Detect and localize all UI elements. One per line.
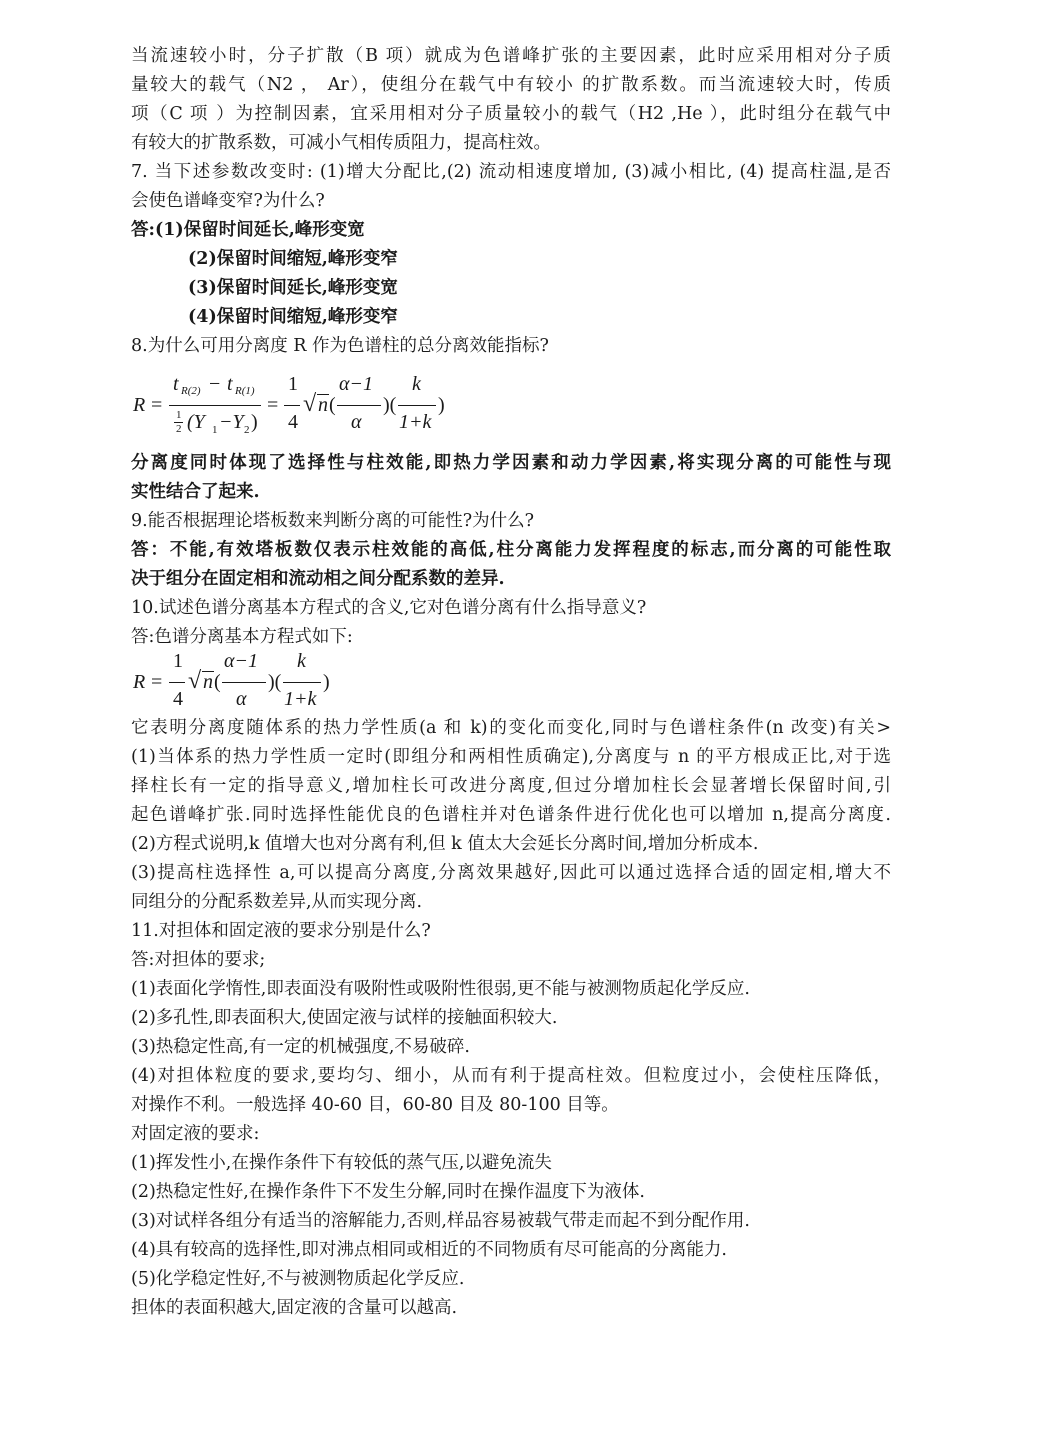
formula-lhs: R: [133, 671, 146, 693]
formula-equals: =: [267, 394, 279, 416]
question-7: 7. 当下述参数改变时: (1)增大分配比,(2) 流动相速度增加, (3)减小相比, (4) 提高柱温,是否: [131, 162, 891, 182]
k-numerator: k: [412, 373, 421, 395]
formula-equals: =: [151, 394, 163, 416]
alpha-denominator: α: [351, 411, 362, 433]
answer-9-cont: 决于组分在固定相和流动相之间分配系数的差异.: [131, 569, 505, 589]
fraction-bar: [398, 405, 436, 406]
question-10: 10.试述色谱分离基本方程式的含义,它对色谱分离有什么指导意义?: [131, 598, 647, 618]
question-8: 8.为什么可用分离度 R 作为色谱柱的总分离效能指标?: [131, 336, 549, 356]
formula-paren: ): [438, 394, 445, 416]
formula-lhs: R: [133, 394, 146, 416]
sqrt-sign: √: [303, 391, 317, 417]
fraction-bar: [337, 405, 381, 406]
sqrt-var: n: [203, 671, 213, 693]
answer-10-3: (3)提高柱选择性 a,可以提高分离度,分离效果越好,因此可以通过选择合适的固定相,增大不: [131, 863, 891, 883]
document-body: [131, 42, 891, 1323]
answer-8: 分离度同时体现了选择性与柱效能,即热力学因素和动力学因素,将实现分离的可能性与现: [131, 453, 891, 473]
answer-10-1-cont: 起色谱峰扩张.同时选择性能优良的色谱柱并对色谱条件进行优化也可以增加 n,提高分离度.: [131, 805, 891, 825]
text-line: 量较大的载气（N2 ， Ar），使组分在载气中有较小 的扩散系数。而当流速较大时，传质: [131, 75, 891, 95]
coef-numerator: 1: [288, 373, 298, 395]
coef-numerator: 1: [173, 650, 183, 672]
answer-7-2: (2)保留时间缩短,峰形变窄: [188, 249, 398, 269]
formula-subscript: R(1): [235, 385, 255, 397]
answer-9: 答：不能,有效塔板数仅表示柱效能的高低,柱分离能力发挥程度的标志,而分离的可能性取: [131, 540, 891, 560]
liquid-req-5: (5)化学稳定性好,不与被测物质起化学反应.: [131, 1269, 465, 1289]
formula-t: t: [173, 373, 179, 395]
liquid-req-3: (3)对试样各组分有适当的溶解能力,否则,样品容易被载气带走而起不到分配作用.: [131, 1211, 750, 1231]
formula-minus: −: [209, 373, 221, 395]
liquid-req-2: (2)热稳定性好,在操作条件下不发生分解,同时在操作温度下为液体.: [131, 1182, 645, 1202]
formula-equals: =: [151, 671, 163, 693]
formula-subscript: 1: [212, 424, 218, 436]
formula-subscript: R(2): [181, 385, 201, 397]
alpha-numerator: α−1: [224, 650, 258, 672]
formula-paren: )(: [268, 671, 282, 693]
question-7-cont: 会使色谱峰变窄?为什么?: [131, 191, 325, 211]
coef-denominator: 4: [173, 688, 183, 710]
formula-paren: ): [251, 411, 258, 433]
formula-paren: ): [323, 671, 330, 693]
answer-10-text: 它表明分离度随体系的热力学性质(a 和 k)的变化而变化,同时与色谱柱条件(n 改变)有关>: [131, 718, 891, 738]
formula-subscript: 2: [244, 424, 250, 436]
support-req-1: (1)表面化学惰性,即表面没有吸附性或吸附性很弱,更不能与被测物质起化学反应.: [131, 979, 750, 999]
formula-den-minus: −Y: [219, 411, 244, 433]
k-denominator: 1+k: [284, 688, 317, 710]
resolution-formula-basic: [131, 650, 891, 713]
support-req-4: (4)对担体粒度的要求,要均匀、细小，从而有利于提高柱效。但粒度过小，会使柱压降低，: [131, 1066, 891, 1086]
question-11: 11.对担体和固定液的要求分别是什么?: [131, 921, 431, 941]
answer-10-3-cont: 同组分的分配系数差异,从而实现分离.: [131, 892, 423, 912]
answer-11-support-heading: 答:对担体的要求;: [131, 950, 266, 970]
formula-paren: (: [214, 671, 221, 693]
alpha-numerator: α−1: [339, 373, 373, 395]
fraction-bar: [222, 682, 266, 683]
support-req-3: (3)热稳定性高,有一定的机械强度,不易破碎.: [131, 1037, 470, 1057]
fraction-bar: [169, 682, 185, 683]
text-line: 项（C 项 ）为控制因素，宜采用相对分子质量较小的载气（H2 ,He ），此时组分在载气中: [131, 104, 891, 124]
text-line: 有较大的扩散系数，可减小气相传质阻力，提高柱效。: [131, 133, 551, 153]
question-9: 9.能否根据理论塔板数来判断分离的可能性?为什么?: [131, 511, 534, 531]
sqrt-var: n: [318, 394, 328, 416]
liquid-req-1: (1)挥发性小,在操作条件下有较低的蒸气压,以避免流失: [131, 1153, 552, 1173]
resolution-formula-full: [131, 369, 891, 445]
answer-10-1: (1)当体系的热力学性质一定时(即组分和两相性质确定),分离度与 n 的平方根成正比,对于选: [131, 747, 891, 767]
answer-10-intro: 答:色谱分离基本方程式如下:: [131, 627, 353, 647]
alpha-denominator: α: [236, 688, 247, 710]
formula-paren: )(: [383, 394, 397, 416]
answer-7-3: (3)保留时间延长,峰形变宽: [188, 278, 398, 298]
half-denominator: 2: [176, 423, 182, 435]
liquid-req-4: (4)具有较高的选择性,即对沸点相同或相近的不同物质有尽可能高的分离能力.: [131, 1240, 727, 1260]
answer-11-liquid-heading: 对固定液的要求:: [131, 1124, 260, 1144]
text-line: 当流速较小时，分子扩散（B 项）就成为色谱峰扩张的主要因素，此时应采用相对分子质: [131, 46, 891, 66]
answer-10-1-cont: 择柱长有一定的指导意义,增加柱长可改进分离度,但过分增加柱长会显著增长保留时间,引: [131, 776, 891, 796]
answer-7-1: 答:(1)保留时间延长,峰形变宽: [131, 220, 365, 240]
answer-7-4: (4)保留时间缩短,峰形变窄: [188, 307, 398, 327]
half-numerator: 1: [176, 409, 182, 421]
answer-8-cont: 实性结合了起来.: [131, 482, 260, 502]
closing-note: 担体的表面积越大,固定液的含量可以越高.: [131, 1298, 458, 1318]
k-numerator: k: [297, 650, 306, 672]
formula-t: t: [227, 373, 233, 395]
formula-paren: (: [329, 394, 336, 416]
support-req-4-cont: 对操作不利。一般选择 40-60 目，60-80 目及 80-100 目等。: [131, 1095, 619, 1115]
formula-den-body: (Y: [187, 411, 205, 433]
coef-denominator: 4: [288, 411, 298, 433]
support-req-2: (2)多孔性,即表面积大,使固定液与试样的接触面积较大.: [131, 1008, 558, 1028]
k-denominator: 1+k: [399, 411, 432, 433]
fraction-bar: [169, 405, 261, 406]
fraction-bar: [284, 405, 300, 406]
fraction-bar: [283, 682, 321, 683]
sqrt-sign: √: [188, 668, 202, 694]
answer-10-2: (2)方程式说明,k 值增大也对分离有利,但 k 值太大会延长分离时间,增加分析成本.: [131, 834, 759, 854]
